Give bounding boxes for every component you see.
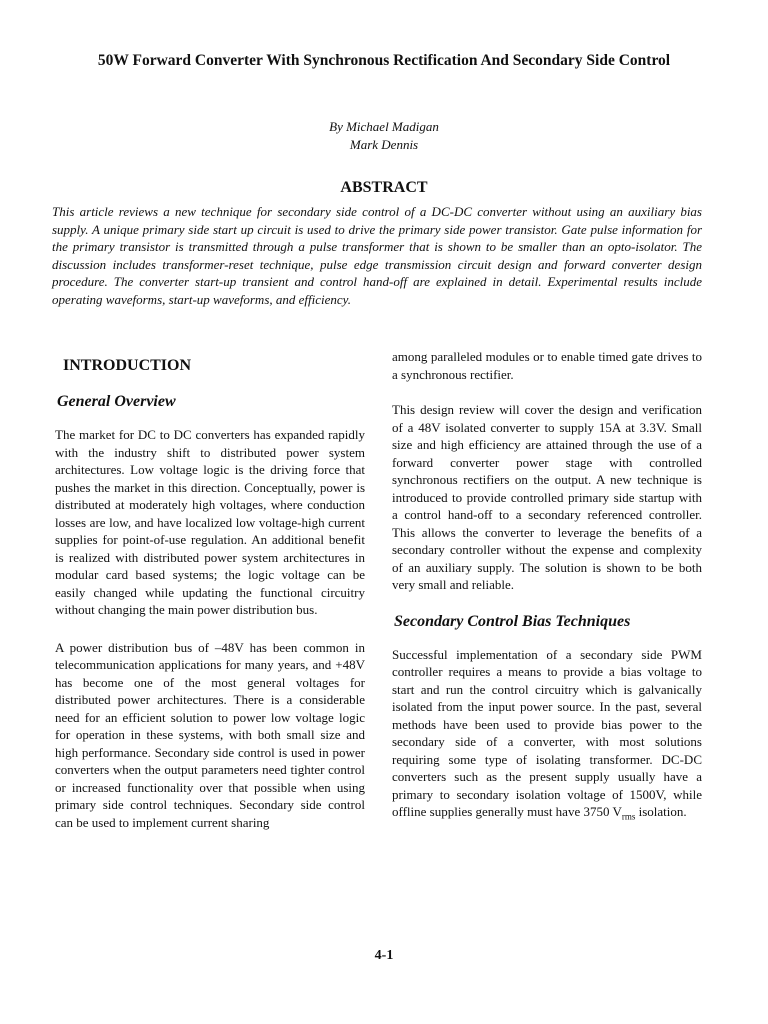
abstract-heading: ABSTRACT	[340, 179, 428, 196]
section-heading-introduction: INTRODUCTION	[63, 357, 192, 374]
author-name: By Michael Madigan	[329, 119, 439, 134]
paragraph: The market for DC to DC converters has expanded rapidly with the industry shift to distributed power system architectures. Low voltage logic is the driving force that pushes the market in this direction. Conceptually, power is distributed at moderately high voltages, where conduction losses are low, and have localized low voltage-high current supplies for point-of-use regulation. An additional benefit is realized with distributed power system architectures in modular card based systems; the logic voltage can be easily changed while updating the functional circuitry without changing the main power distribution bus.	[55, 427, 365, 617]
paragraph: A power distribution bus of –48V has been common in telecommunication applications for many years, and +48V has become one of the most general voltages for distributed power architectures. There is a considerable need for an efficient solution to power low voltage logic for operation in these systems, with both small size and high performance. Secondary side control is used in power converters when the output parameters need tighter control or increased functionality over that possible when using primary side control techniques. Secondary side control can be used to implement current sharing	[55, 639, 365, 830]
author-name: Mark Dennis	[349, 137, 419, 152]
subheading-secondary-control-bias: Secondary Control Bias Techniques	[394, 612, 631, 630]
paragraph	[392, 646, 702, 827]
abstract-text: This article reviews a new technique for secondary side control of a DC-DC converter without using an auxiliary bias supply. A unique primary side start up circuit is used to drive the primary side power transistor. Gate pulse information for the primary transistor is transmitted through a pulse transformer that is shown to be smaller than an opto-isolator. The discussion includes transformer-reset technique, pulse edge transmission circuit design and forward converter design procedure. The converter start-up transient and control hand-off are explained in detail. Experimental results include operating waveforms, start-up waveforms, and efficiency.	[52, 204, 702, 307]
page-number: 4-1	[374, 948, 394, 963]
author-block	[40, 118, 728, 154]
paragraph-text-tail: isolation.	[635, 804, 687, 819]
left-column	[55, 348, 365, 831]
paragraph-text: Successful implementation of a secondary side PWM controller requires a means to provide a bias voltage to start and run the control circuitry which is galvanically isolated from the input power source. In the past, several methods have been used to provide bias power to the secondary side of a converter, with most solutions requiring some type of isolating transformer. DC-DC converters such as the present supply usually have a primary to secondary isolation voltage of 1500V, while offline supplies generally must have 3750 V	[392, 646, 702, 819]
right-column	[392, 348, 702, 826]
paragraph: among paralleled modules or to enable timed gate drives to a synchronous rectifier.	[392, 349, 702, 382]
rms-subscript: rms	[621, 811, 636, 822]
paper-title: 50W Forward Converter With Synchronous Rectification And Secondary Side Control	[97, 52, 671, 69]
paragraph: This design review will cover the design and verification of a 48V isolated converter to supply 15A at 3.3V. Small size and high efficiency are attained through the use of a forward converter power stage with controlled synchronous rectifiers on the output. A new technique is introduced to provide controlled primary side startup with a control hand-off to a secondary referenced controller. This allows the converter to leverage the benefits of a secondary controller without the expense and complexity of an auxiliary supply. The solution is shown to be both very small and reliable.	[392, 402, 702, 592]
subheading-general-overview: General Overview	[57, 393, 176, 410]
